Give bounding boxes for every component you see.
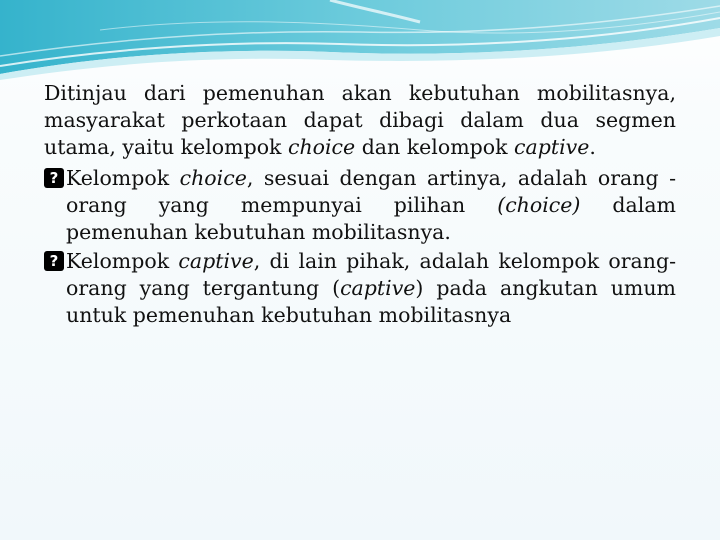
- bullet-item-captive: [44, 248, 676, 329]
- intro-text-3: .: [589, 135, 596, 159]
- unknown-glyph-icon: [44, 251, 64, 271]
- bullet-2-text-1: Kelompok: [66, 249, 179, 273]
- bullet-1-text-1: Kelompok: [66, 166, 180, 190]
- bullet-1-italic-2: (choice): [497, 193, 581, 217]
- bullet-1-text-2: , sesuai dengan artinya, adalah orang -orang yang mempunyai pilihan: [66, 166, 676, 217]
- intro-italic-captive: captive: [514, 135, 590, 159]
- bullet-2-text-3: ) pada angkutan umum untuk pemenuhan kebutuhan mobilitasnya: [66, 276, 676, 327]
- intro-italic-choice: choice: [287, 135, 356, 159]
- bullet-item-choice: [44, 165, 676, 246]
- intro-paragraph: [44, 80, 676, 161]
- intro-text-2: dan kelompok: [355, 135, 515, 159]
- header-wave-decoration: [0, 0, 720, 90]
- bullet-2-text-2: , di lain pihak, adalah kelompok orang-orang yang tergantung (: [66, 249, 676, 300]
- intro-text-1: Ditinjau dari pemenuhan akan kebutuhan mobilitasnya, masyarakat perkotaan dapat dibagi dalam dua segmen utama, yaitu kelompok: [44, 81, 676, 159]
- slide-content: [44, 80, 676, 331]
- unknown-glyph-icon: [44, 168, 64, 188]
- bullet-2-italic-1: captive: [178, 249, 254, 273]
- bullet-2-italic-2: captive: [340, 276, 416, 300]
- bullet-1-text-3: dalam pemenuhan kebutuhan mobilitasnya.: [66, 193, 676, 244]
- bullet-1-italic-1: choice: [179, 166, 247, 190]
